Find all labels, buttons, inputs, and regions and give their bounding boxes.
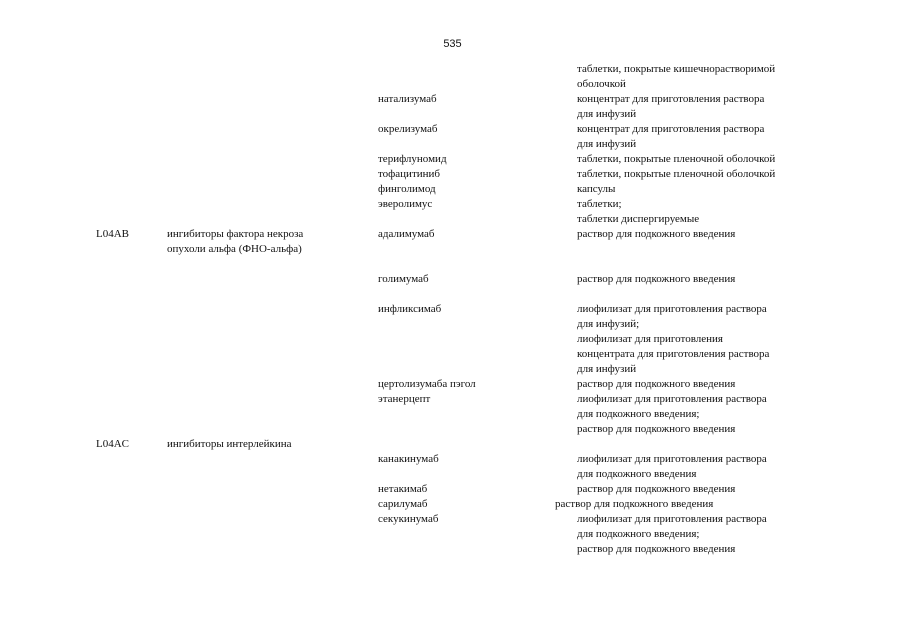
group-name-line: ингибиторы фактора некроза <box>167 228 304 240</box>
table-row <box>0 272 905 302</box>
table-row <box>0 62 905 92</box>
table-row <box>0 182 905 197</box>
table-row <box>0 452 905 482</box>
drug-name: цертолизумаба пэгол <box>378 378 476 390</box>
atc-code: L04AC <box>96 438 129 450</box>
table-row <box>0 392 905 437</box>
table-row <box>0 437 905 452</box>
dosage-form-line: лиофилизат для приготовления раствора <box>577 513 767 525</box>
dosage-form-line: лиофилизат для приготовления раствора <box>577 393 767 405</box>
dosage-form-line: раствор для подкожного введения <box>555 498 714 510</box>
table-row <box>0 122 905 152</box>
dosage-form-line: раствор для подкожного введения <box>577 378 736 390</box>
drug-name: сарилумаб <box>378 498 428 510</box>
dosage-form-line: таблетки, покрытые пленочной оболочкой <box>577 168 776 180</box>
dosage-form-line: раствор для подкожного введения <box>577 423 736 435</box>
table-row <box>0 302 905 377</box>
dosage-form-line: раствор для подкожного введения <box>577 228 736 240</box>
dosage-form-line: оболочкой <box>577 78 626 90</box>
drug-name: нетакимаб <box>378 483 428 495</box>
dosage-form <box>577 272 822 287</box>
dosage-form <box>577 512 822 557</box>
table-row <box>0 482 905 497</box>
group-name-line: ингибиторы интерлейкина <box>167 438 292 450</box>
table-row <box>0 497 905 512</box>
dosage-form-line: таблетки, покрытые кишечнорастворимой <box>577 63 776 75</box>
dosage-form <box>577 182 822 197</box>
table-row <box>0 197 905 227</box>
dosage-form-line: для инфузий <box>577 138 637 150</box>
drug-name: терифлуномид <box>378 153 447 165</box>
dosage-form <box>577 452 822 482</box>
table-row <box>0 167 905 182</box>
group-name <box>167 437 347 452</box>
dosage-form-line: таблетки диспергируемые <box>577 213 700 225</box>
dosage-form <box>555 497 800 512</box>
dosage-form-line: для подкожного введения; <box>577 528 700 540</box>
dosage-form <box>577 227 822 242</box>
dosage-form <box>577 62 822 92</box>
dosage-form <box>577 167 822 182</box>
dosage-form <box>577 92 822 122</box>
drug-name: эверолимус <box>378 198 433 210</box>
dosage-form <box>577 122 822 152</box>
dosage-form-line: концентрат для приготовления раствора <box>577 123 765 135</box>
dosage-form-line: для подкожного введения; <box>577 408 700 420</box>
table-row <box>0 512 905 557</box>
dosage-form <box>577 302 822 377</box>
dosage-form <box>577 197 822 227</box>
dosage-form-line: лиофилизат для приготовления раствора <box>577 303 767 315</box>
dosage-form-line: для подкожного введения <box>577 468 697 480</box>
drug-name: финголимод <box>378 183 436 195</box>
page-number: 535 <box>443 38 462 50</box>
drug-name: голимумаб <box>378 273 429 285</box>
dosage-form-line: для инфузий; <box>577 318 640 330</box>
group-name-line: опухоли альфа (ФНО-альфа) <box>167 243 302 255</box>
dosage-form <box>577 392 822 437</box>
dosage-form-line: капсулы <box>577 183 616 195</box>
dosage-form-line: концентрата для приготовления раствора <box>577 348 770 360</box>
dosage-form-line: раствор для подкожного введения <box>577 483 736 495</box>
atc-code: L04AB <box>96 228 129 240</box>
dosage-form-line: лиофилизат для приготовления <box>577 333 723 345</box>
dosage-form-line: для инфузий <box>577 108 637 120</box>
dosage-form-line: таблетки, покрытые пленочной оболочкой <box>577 153 776 165</box>
group-name <box>167 227 347 257</box>
dosage-form <box>577 377 822 392</box>
drug-name: канакинумаб <box>378 453 439 465</box>
drug-name: натализумаб <box>378 93 437 105</box>
drug-name: инфликсимаб <box>378 303 442 315</box>
medicine-table <box>0 62 905 557</box>
drug-name: секукинумаб <box>378 513 439 525</box>
table-row <box>0 227 905 272</box>
dosage-form-line: концентрат для приготовления раствора <box>577 93 765 105</box>
table-row <box>0 377 905 392</box>
dosage-form-line: таблетки; <box>577 198 622 210</box>
dosage-form-line: лиофилизат для приготовления раствора <box>577 453 767 465</box>
drug-name: тофацитиниб <box>378 168 441 180</box>
dosage-form-line: раствор для подкожного введения <box>577 543 736 555</box>
table-row <box>0 152 905 167</box>
drug-name: адалимумаб <box>378 228 435 240</box>
dosage-form-line: для инфузий <box>577 363 637 375</box>
dosage-form <box>577 152 822 167</box>
drug-name: окрелизумаб <box>378 123 438 135</box>
drug-name: этанерцепт <box>378 393 431 405</box>
dosage-form <box>577 482 822 497</box>
table-row <box>0 92 905 122</box>
dosage-form-line: раствор для подкожного введения <box>577 273 736 285</box>
